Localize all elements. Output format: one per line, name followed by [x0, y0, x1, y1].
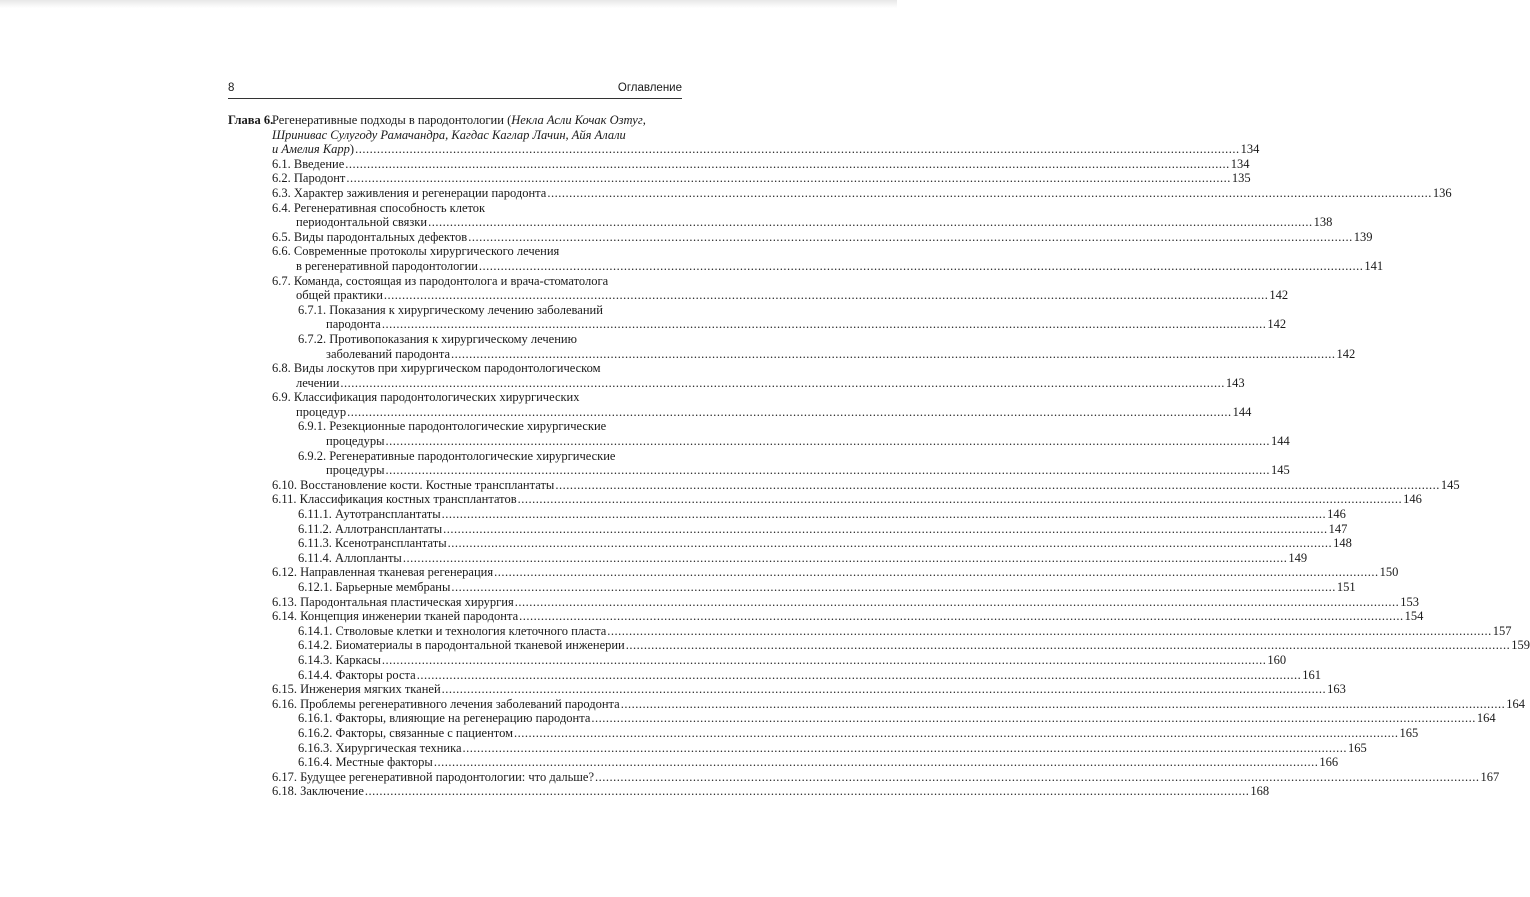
toc-page-number: 145 — [1440, 477, 1460, 492]
toc-entry-title: 6.6. Современные протоколы хирургического лечения — [272, 244, 560, 259]
toc-entry — [272, 565, 1399, 580]
chapter-authors: и Амелия Карр — [272, 142, 350, 157]
dot-leader — [340, 376, 1225, 391]
toc-entry — [298, 725, 1419, 741]
toc-list — [228, 156, 1530, 799]
toc-entry-title: 6.1. Введение — [272, 156, 345, 171]
toc-entry-title: общей практики — [296, 288, 383, 303]
toc-entry — [298, 536, 1352, 551]
toc-entry — [298, 652, 1287, 668]
dot-leader — [607, 624, 1492, 639]
toc-entry — [272, 156, 1250, 172]
toc-page-number: 142 — [1267, 317, 1287, 332]
dot-leader — [434, 755, 1319, 770]
toc-entry — [298, 740, 1367, 756]
toc-page-number: 147 — [1328, 521, 1348, 536]
page-top-shadow — [0, 0, 897, 8]
toc-entry — [298, 521, 1348, 537]
dot-leader — [555, 478, 1440, 493]
toc-page-number: 160 — [1267, 652, 1287, 667]
dot-leader — [518, 492, 1403, 507]
toc-entry-title: 6.8. Виды лоскутов при хирургическом пародонтологическом — [272, 361, 601, 376]
dot-leader — [468, 230, 1353, 245]
toc-entry-title: 6.14.2. Биоматериалы в пародонтальной тканевой инженерии — [298, 638, 625, 653]
toc-entry — [298, 667, 1321, 683]
toc-entry — [272, 244, 1384, 273]
running-head — [228, 80, 682, 98]
toc-entry-title: процедуры — [326, 434, 385, 449]
toc-page-number: 146 — [1403, 492, 1422, 507]
toc-entry — [298, 331, 1356, 361]
toc-entry-title: 6.12. Направленная тканевая регенерация — [272, 565, 494, 580]
toc-entry-title: 6.14.4. Факторы роста — [298, 667, 416, 682]
toc-page-number: 143 — [1225, 375, 1245, 390]
toc-entry — [272, 609, 1424, 624]
toc-entry — [298, 623, 1512, 639]
dot-leader — [443, 522, 1328, 537]
toc-entry-title: пародонта — [326, 317, 381, 332]
dot-leader — [386, 463, 1271, 478]
toc-page-number: 146 — [1327, 507, 1346, 522]
dot-leader — [448, 536, 1333, 551]
dot-leader — [519, 609, 1404, 624]
toc-entry — [298, 507, 1346, 522]
dot-leader — [514, 726, 1399, 741]
dot-leader — [347, 405, 1232, 420]
chapter-title: Регенеративные подходы в пародонтологии — [272, 113, 504, 127]
toc-entry — [272, 390, 1252, 419]
toc-page-number: 138 — [1313, 215, 1333, 230]
toc-entry-title: 6.9.2. Регенеративные пародонтологические хирургические — [298, 448, 616, 463]
toc-entry-title: 6.14.1. Стволовые клетки и технология клеточного пласта — [298, 623, 607, 638]
toc-entry-title: 6.18. Заключение — [272, 784, 364, 799]
toc-page-number: 148 — [1333, 536, 1352, 551]
toc-entry-title: 6.11.4. Аллопланты — [298, 550, 402, 565]
dot-leader — [591, 711, 1476, 726]
toc-entry-title: 6.16.2. Факторы, связанные с пациентом — [298, 725, 513, 740]
header-rule — [228, 98, 682, 99]
dot-leader — [417, 668, 1302, 683]
toc-entry-title: 6.17. Будущее регенеративной пародонтологии: что дальше? — [272, 769, 595, 784]
chapter-entry: Глава 6. Регенеративные подходы в пародонтологии (Некла Асли Кочак Озтуг, Шринивас Сулугоду Рамачандра, Кагдас Каглар Лачин, Айя Алали и Амелия Карр) ..... 134 — [228, 113, 682, 157]
toc-entry-title: 6.16.3. Хирургическая техника — [298, 740, 462, 755]
toc-entry-title: 6.7.2. Противопоказания к хирургическому лечению — [298, 331, 577, 346]
toc-entry-title: процедуры — [326, 463, 385, 478]
toc-entry-title: 6.11.3. Ксенотрансплантаты — [298, 536, 447, 551]
toc-entry — [272, 171, 1251, 186]
toc-entry — [272, 185, 1452, 201]
toc-page-number: 136 — [1432, 185, 1452, 200]
toc-entry — [298, 302, 1287, 332]
toc-entry — [272, 361, 1245, 390]
toc-entry — [272, 200, 1333, 230]
dot-leader — [626, 638, 1511, 653]
dot-leader — [403, 551, 1288, 566]
dot-leader — [365, 784, 1250, 799]
chapter-authors: Некла Асли Кочак Озтуг, — [511, 113, 646, 127]
toc-entry — [298, 419, 1290, 449]
toc-entry-title: 6.14.3. Каркасы — [298, 652, 381, 667]
toc-entry — [298, 711, 1496, 726]
dot-leader — [355, 142, 1240, 157]
dot-leader — [451, 580, 1336, 595]
dot-leader — [621, 697, 1506, 712]
toc-entry-title: 6.15. Инженерия мягких тканей — [272, 682, 441, 697]
toc-entry-title: 6.11.1. Аутотрансплантаты — [298, 507, 441, 522]
toc-page-number: 144 — [1271, 434, 1290, 449]
toc-entry-title: 6.16.1. Факторы, влияющие на регенерацию пародонта — [298, 711, 591, 726]
toc-entry — [272, 769, 1500, 785]
toc-page-number: 150 — [1379, 565, 1399, 580]
toc-page-number: 163 — [1327, 682, 1346, 697]
dot-leader — [451, 347, 1336, 362]
toc-entry-title: заболеваний пародонта — [326, 346, 451, 361]
toc-entry — [272, 594, 1419, 610]
toc-entry-title: в регенеративной пародонтологии — [296, 258, 478, 273]
page-number: 8 — [228, 82, 235, 94]
toc-entry — [272, 696, 1525, 712]
toc-page-number: 167 — [1480, 769, 1500, 784]
dot-leader — [547, 186, 1432, 201]
toc-page-number: 168 — [1250, 784, 1270, 799]
toc-entry-title: периодонтальной связки — [296, 215, 428, 230]
toc-page-number: 164 — [1476, 711, 1496, 726]
toc-entry-title: 6.12.1. Барьерные мембраны — [298, 580, 451, 594]
dot-leader — [463, 741, 1348, 756]
toc-entry — [272, 229, 1373, 245]
toc-entry — [272, 273, 1289, 303]
toc-entry-title: 6.7. Команда, состоящая из пародонтолога и врача-стоматолога — [272, 273, 609, 288]
toc-page-number: 165 — [1348, 740, 1367, 755]
toc-page-number: 142 — [1269, 288, 1289, 303]
toc-entry — [298, 580, 1356, 595]
toc-page-number: 153 — [1400, 594, 1419, 609]
toc-page-number: 151 — [1336, 580, 1356, 594]
toc-page-number: 159 — [1511, 638, 1530, 653]
toc-entry-title: процедур — [296, 404, 347, 419]
toc-entry-title: 6.10. Восстановление кости. Костные трансплантаты — [272, 477, 555, 492]
dot-leader — [442, 682, 1327, 697]
toc-entry — [272, 477, 1460, 493]
toc-page-number: 164 — [1506, 696, 1525, 711]
dot-leader — [346, 171, 1231, 186]
toc-entry — [298, 755, 1339, 770]
dot-leader — [595, 770, 1480, 785]
toc-entry-title: 6.11. Классификация костных трансплантатов — [272, 492, 517, 507]
toc-entry — [298, 550, 1308, 566]
toc-entry-title: 6.2. Пародонт — [272, 171, 346, 186]
dot-leader — [428, 215, 1313, 230]
toc-page-number: 139 — [1353, 229, 1373, 244]
toc-entry-title: 6.13. Пародонтальная пластическая хирургия — [272, 594, 514, 609]
dot-leader — [494, 565, 1379, 580]
dot-leader — [386, 434, 1271, 449]
toc-page-number: 144 — [1232, 404, 1252, 419]
chapter-label: Глава 6. — [228, 113, 274, 127]
toc-entry-title: 6.14. Концепция инженерии тканей пародонта — [272, 609, 519, 624]
toc-entry — [272, 682, 1346, 697]
toc-page-number: 154 — [1404, 609, 1424, 624]
toc-entry-title: 6.7.1. Показания к хирургическому лечению заболеваний — [298, 302, 603, 317]
toc-entry-title: 6.4. Регенеративная способность клеток — [272, 200, 486, 215]
dot-leader — [384, 288, 1269, 303]
toc-entry-title: 6.16.4. Местные факторы — [298, 755, 433, 770]
dot-leader — [442, 507, 1327, 522]
toc-page-number: 142 — [1336, 346, 1356, 361]
toc-entry-title: лечении — [296, 375, 340, 390]
toc-page-number: 135 — [1231, 171, 1251, 186]
toc-page-number: 134 — [1230, 156, 1250, 171]
toc-page-number: 161 — [1302, 667, 1321, 682]
book-page — [228, 80, 1530, 799]
toc-entry-title: 6.9.1. Резекционные пародонтологические хирургические — [298, 419, 607, 434]
toc-page-number: 149 — [1288, 550, 1308, 565]
toc-entry-title: 6.9. Классификация пародонтологических хирургических — [272, 390, 580, 405]
toc-entry — [272, 492, 1422, 507]
toc-page-number: 166 — [1319, 755, 1339, 770]
chapter-page: 134 — [1240, 142, 1260, 157]
toc-entry-title: 6.5. Виды пародонтальных дефектов — [272, 229, 468, 244]
toc-entry-title: 6.3. Характер заживления и регенерации пародонта — [272, 185, 547, 200]
toc-page-number: 165 — [1399, 725, 1419, 740]
toc-page-number: 157 — [1492, 623, 1512, 638]
toc-page-number: 141 — [1364, 258, 1384, 273]
chapter-authors: Шринивас Сулугоду Рамачандра, Кагдас Каглар Лачин, Айя Алали — [272, 127, 626, 142]
dot-leader — [345, 157, 1230, 172]
running-title: Оглавление — [617, 82, 682, 94]
dot-leader — [382, 653, 1267, 668]
dot-leader — [479, 259, 1364, 274]
toc-entry-title: 6.11.2. Аллотрансплантаты — [298, 521, 443, 536]
toc-page-number: 145 — [1271, 463, 1290, 478]
dot-leader — [382, 317, 1267, 332]
toc-entry — [298, 448, 1290, 478]
toc-entry-title: 6.16. Проблемы регенеративного лечения заболеваний пародонта — [272, 696, 620, 711]
dot-leader — [515, 595, 1400, 610]
toc-entry — [272, 784, 1270, 799]
toc-entry — [298, 638, 1530, 653]
